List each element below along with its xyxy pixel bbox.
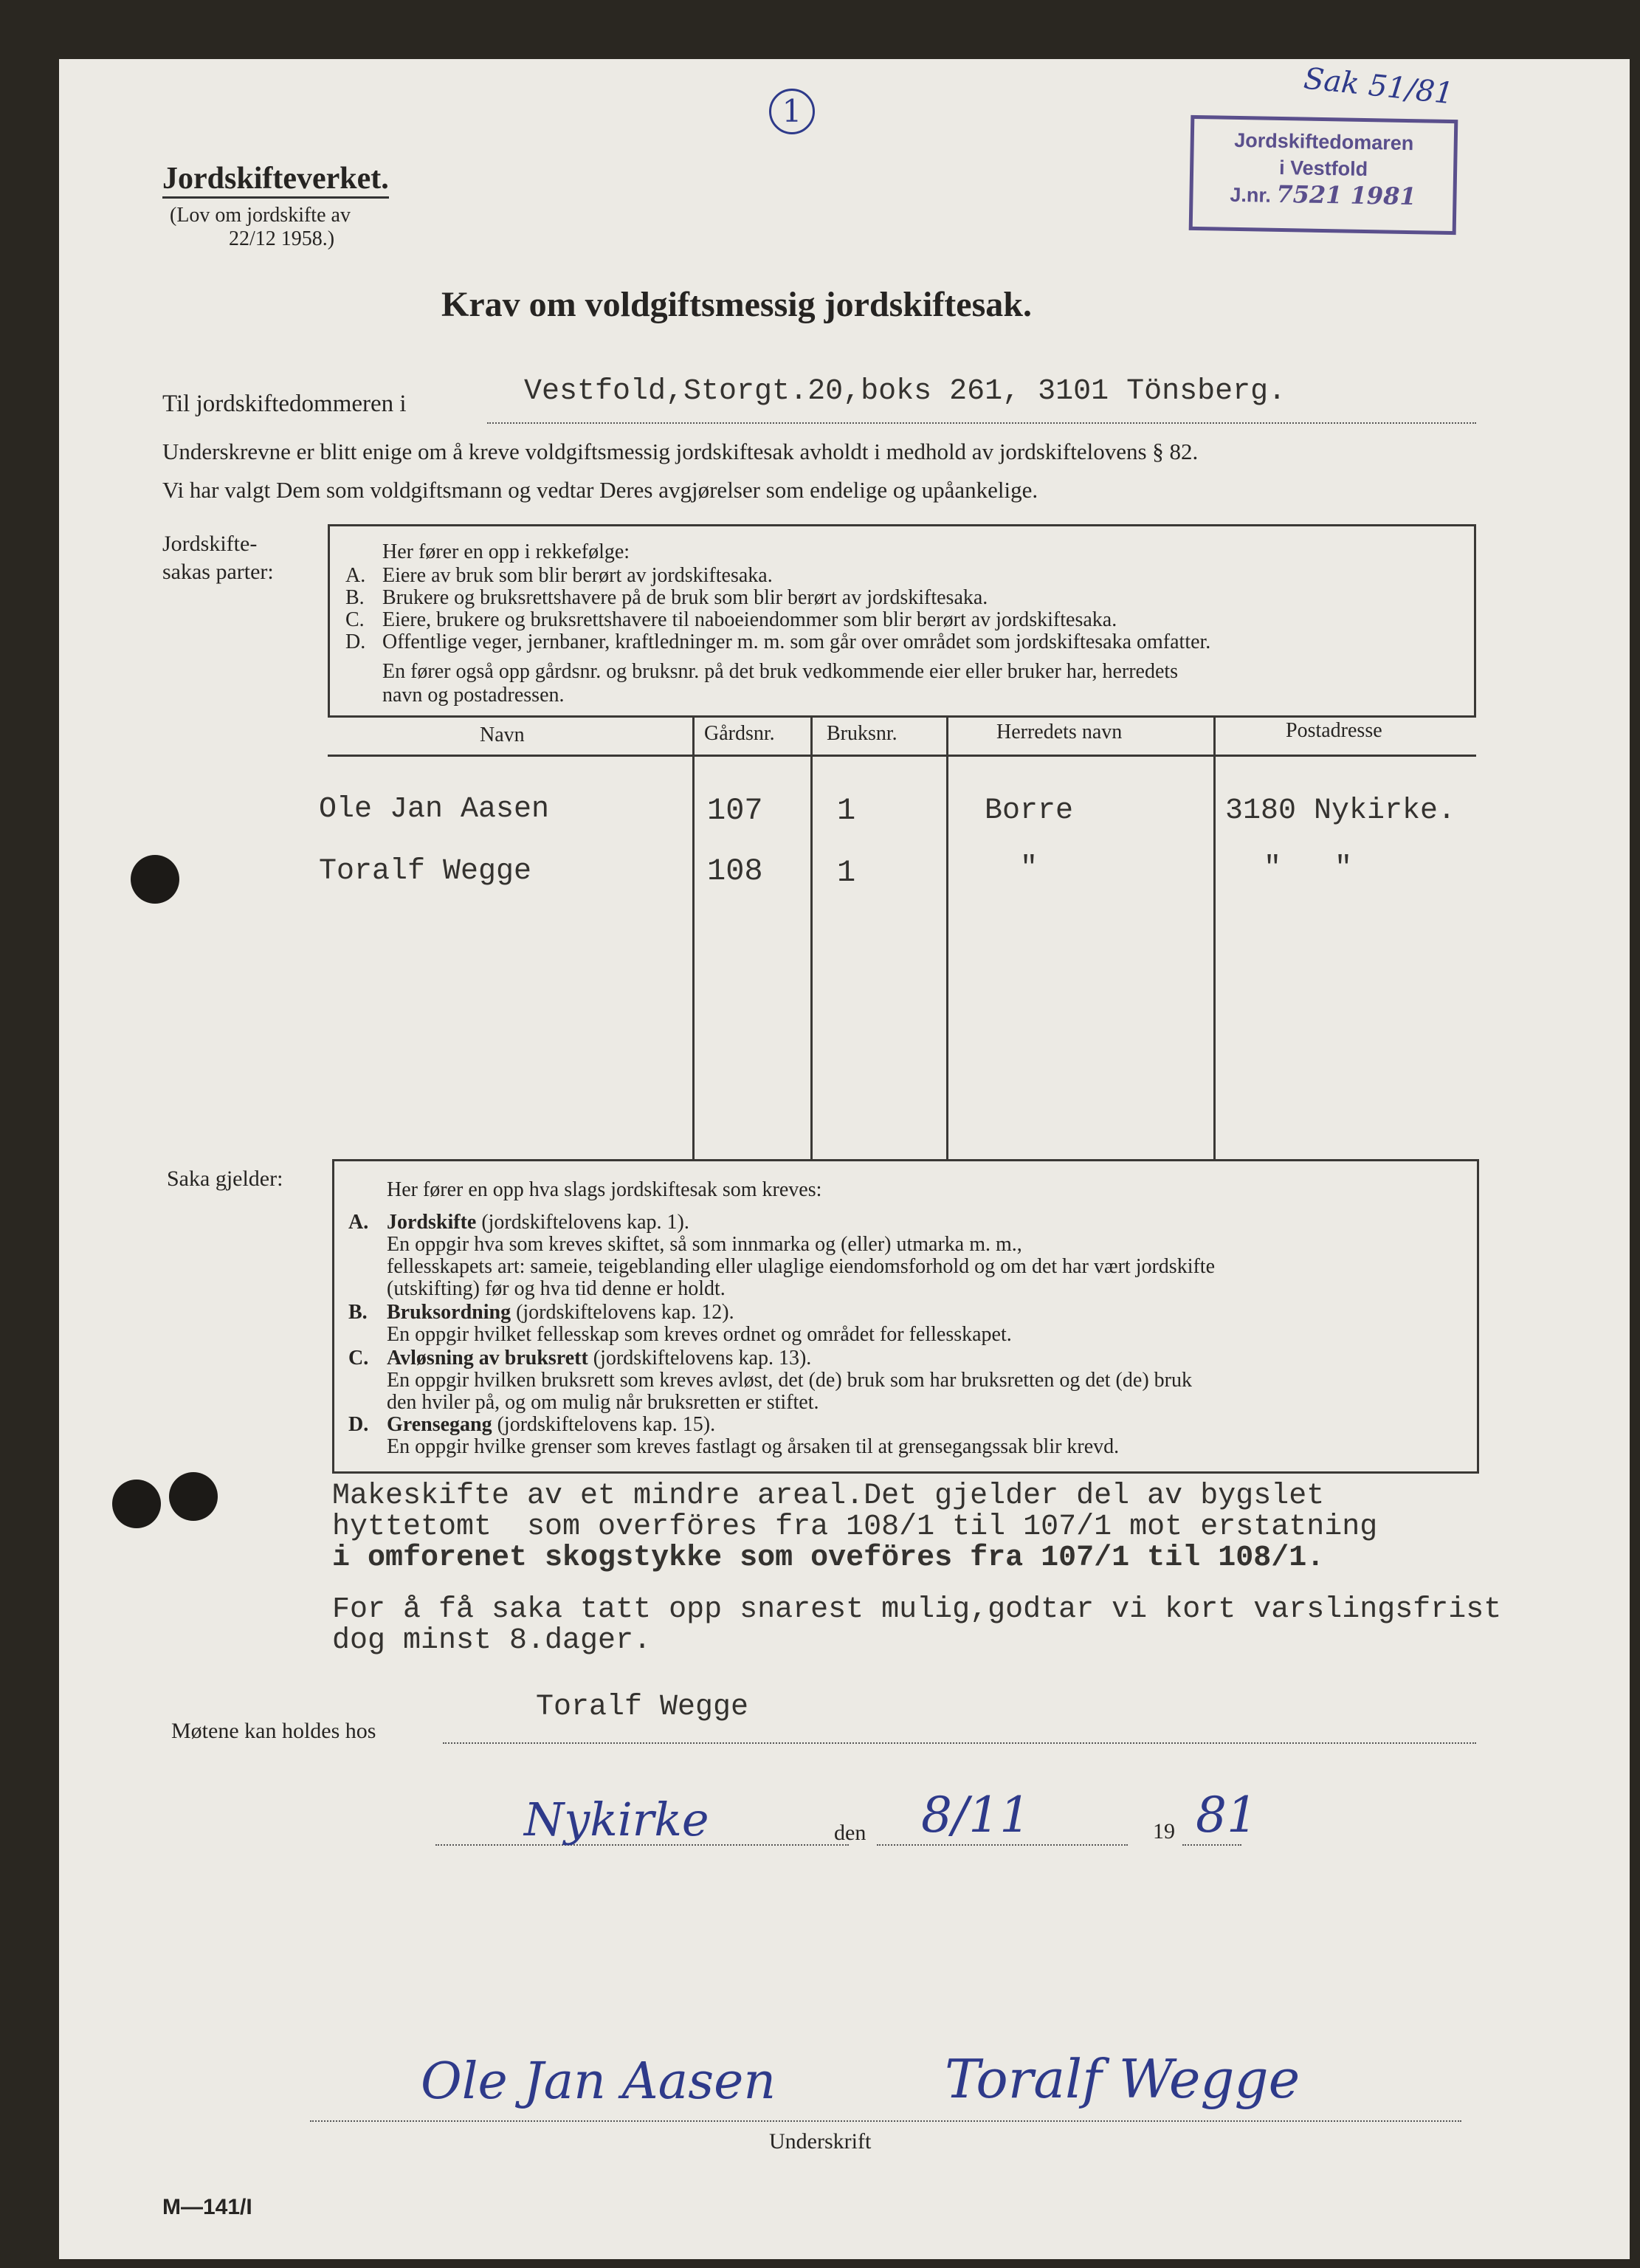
table-divider-4 — [1213, 716, 1216, 1159]
case-d-head — [387, 1413, 715, 1436]
case-a-letter: A. — [348, 1211, 369, 1234]
org-title: Jordskifteverket. — [162, 161, 389, 199]
parties-item-c-letter: C. — [345, 608, 365, 631]
table-divider-3 — [946, 716, 948, 1159]
parties-item-a-text: Eiere av bruk som blir berørt av jordskiftesaka. — [382, 564, 773, 587]
intro-line-1: Underskrevne er blitt enige om å kreve voldgiftsmessig jordskiftesak avholdt i medhold av jordskiftelovens § 82. — [162, 439, 1199, 464]
col-header-gardsnr: Gårdsnr. — [704, 722, 775, 745]
case-b-ref: (jordskiftelovens kap. 12). — [511, 1301, 734, 1324]
parties-instructions-heading: Her fører en opp i rekkefølge: — [382, 540, 630, 563]
typed-line-2: hyttetomt som overföres fra 108/1 til 107/1 mot erstatning — [332, 1511, 1378, 1544]
case-b-line-1: En oppgir hvilket fellesskap som kreves ordnet og området for fellesskapet. — [387, 1323, 1012, 1346]
addressee-label: Til jordskiftedommeren i — [162, 391, 407, 417]
parties-footer-1: En fører også opp gårdsnr. og bruksnr. på det bruk vedkommende eier eller bruker har, herredets — [382, 660, 1179, 683]
case-c-letter: C. — [348, 1347, 369, 1370]
case-b-letter: B. — [348, 1301, 368, 1324]
year-suffix: 81 — [1196, 1787, 1258, 1843]
case-a-title: Jordskifte — [387, 1211, 477, 1234]
case-d-letter: D. — [348, 1413, 369, 1436]
stamp-line-2: i Vestfold — [1278, 156, 1368, 181]
meeting-line — [443, 1742, 1476, 1744]
parties-item-a-letter: A. — [345, 564, 366, 587]
case-a-line-1: En oppgir hva som kreves skiftet, så som innmarka og (eller) utmarka m. m., — [387, 1233, 1022, 1256]
parties-label-2: sakas parter: — [162, 560, 274, 584]
intro-line-2: Vi har valgt Dem som voldgiftsmann og vedtar Deres avgjørelser som endelige og upåankelige. — [162, 477, 1038, 503]
case-c-head — [387, 1347, 811, 1370]
parties-item-b-letter: B. — [345, 586, 365, 609]
case-type-label: Saka gjelder: — [167, 1166, 283, 1191]
signature-1: Ole Jan Aasen — [421, 2052, 776, 2111]
cell-bruksnr: 1 — [837, 793, 856, 828]
form-number: M—141/I — [162, 2195, 252, 2219]
case-type-heading: Her fører en opp hva slags jordskiftesak som kreves: — [387, 1178, 822, 1201]
punch-hole — [169, 1472, 218, 1521]
cell-navn: Ole Jan Aasen — [319, 793, 550, 826]
date-value: 8/11 — [921, 1787, 1031, 1843]
case-c-ref: (jordskiftelovens kap. 13). — [588, 1347, 812, 1370]
col-header-postadresse: Postadresse — [1286, 719, 1382, 742]
typed-line-3: i omforenet skogstykke som oveföres fra 107/1 til 108/1. — [332, 1542, 1325, 1575]
table-divider-1 — [692, 716, 695, 1159]
parties-footer-2: navn og postadressen. — [382, 684, 565, 707]
cell-herred: Borre — [985, 794, 1074, 828]
parties-label-1: Jordskifte- — [162, 532, 258, 556]
stamp-line-3 — [1193, 179, 1453, 212]
circled-number: 1 — [769, 89, 815, 134]
table-top-rule — [328, 755, 1476, 757]
cell-postadresse: " " — [1264, 852, 1353, 885]
case-d-title: Grensegang — [387, 1413, 492, 1436]
signature-2: Toralf Wegge — [945, 2048, 1300, 2110]
parties-item-c-text: Eiere, brukere og bruksrettshavere til naboeiendommer som blir berørt av jordskiftesaka. — [382, 608, 1117, 631]
case-a-head — [387, 1211, 689, 1234]
case-note: Sak 51/81 — [1302, 61, 1455, 111]
punch-hole — [112, 1480, 161, 1528]
addressee-value: Vestfold,Storgt.20,boks 261, 3101 Tönsberg. — [524, 375, 1286, 408]
case-b-title: Bruksordning — [387, 1301, 511, 1324]
typed-line-5: dog minst 8.dager. — [332, 1624, 652, 1657]
org-subtitle-1: (Lov om jordskifte av — [170, 204, 351, 227]
addressee-line — [487, 422, 1476, 424]
parties-item-d-letter: D. — [345, 630, 366, 653]
place-value: Nykirke — [524, 1793, 709, 1846]
cell-herred: " — [1020, 852, 1038, 885]
document-title: Krav om voldgiftsmessig jordskiftesak. — [441, 285, 1032, 324]
year-line — [1182, 1844, 1241, 1846]
org-subtitle-2: 22/12 1958.) — [229, 227, 335, 250]
meeting-label: Møtene kan holdes hos — [171, 1719, 376, 1743]
date-line — [877, 1844, 1128, 1846]
cell-postadresse: 3180 Nykirke. — [1225, 794, 1456, 828]
col-header-herred: Herredets navn — [996, 721, 1123, 743]
cell-gardsnr: 107 — [707, 793, 763, 828]
date-den-label: den — [834, 1821, 866, 1845]
typed-line-4: For å få saka tatt opp snarest mulig,godtar vi kort varslingsfrist — [332, 1593, 1502, 1626]
form-sheet — [59, 59, 1630, 2259]
year-prefix: 19 — [1153, 1819, 1175, 1843]
case-a-line-3: (utskifting) før og hva tid denne er holdt. — [387, 1277, 726, 1300]
case-c-line-2: den hviler på, og om mulig når bruksretten er stiftet. — [387, 1391, 819, 1414]
col-header-navn: Navn — [480, 724, 525, 746]
case-d-line-1: En oppgir hvilke grenser som kreves fastlagt og årsaken til at grensegangssak blir krevd. — [387, 1435, 1120, 1458]
signature-line — [310, 2120, 1461, 2122]
punch-hole — [131, 855, 179, 904]
parties-item-d-text: Offentlige veger, jernbaner, kraftledninger m. m. som går over området som jordskiftesaka omfatter. — [382, 630, 1211, 653]
stamp-line-1: Jordskiftedomaren — [1233, 128, 1414, 155]
case-a-line-2: fellesskapets art: sameie, teigeblanding eller ulaglige eiendomsforhold og om det har vært jordskifte — [387, 1255, 1216, 1278]
typed-line-1: Makeskifte av et mindre areal.Det gjelder del av bygslet — [332, 1480, 1325, 1513]
col-header-bruksnr: Bruksnr. — [827, 722, 897, 745]
case-b-head — [387, 1301, 734, 1324]
meeting-value: Toralf Wegge — [536, 1691, 749, 1724]
registry-stamp — [1189, 115, 1458, 235]
case-c-line-1: En oppgir hvilken bruksrett som kreves avløst, det (de) bruk som har bruksretten og det (de) bruk — [387, 1369, 1192, 1392]
stamp-journal-label: J.nr. — [1230, 183, 1272, 207]
case-d-ref: (jordskiftelovens kap. 15). — [492, 1413, 716, 1436]
table-divider-2 — [810, 716, 813, 1159]
signature-label: Underskrift — [769, 2129, 872, 2154]
stamp-journal-value: 7521 1981 — [1276, 179, 1416, 211]
cell-navn: Toralf Wegge — [319, 855, 532, 888]
parties-item-b-text: Brukere og bruksrettshavere på de bruk som blir berørt av jordskiftesaka. — [382, 586, 988, 609]
cell-gardsnr: 108 — [707, 853, 763, 889]
case-a-ref: (jordskiftelovens kap. 1). — [476, 1211, 689, 1234]
cell-bruksnr: 1 — [837, 855, 856, 890]
case-c-title: Avløsning av bruksrett — [387, 1347, 588, 1370]
